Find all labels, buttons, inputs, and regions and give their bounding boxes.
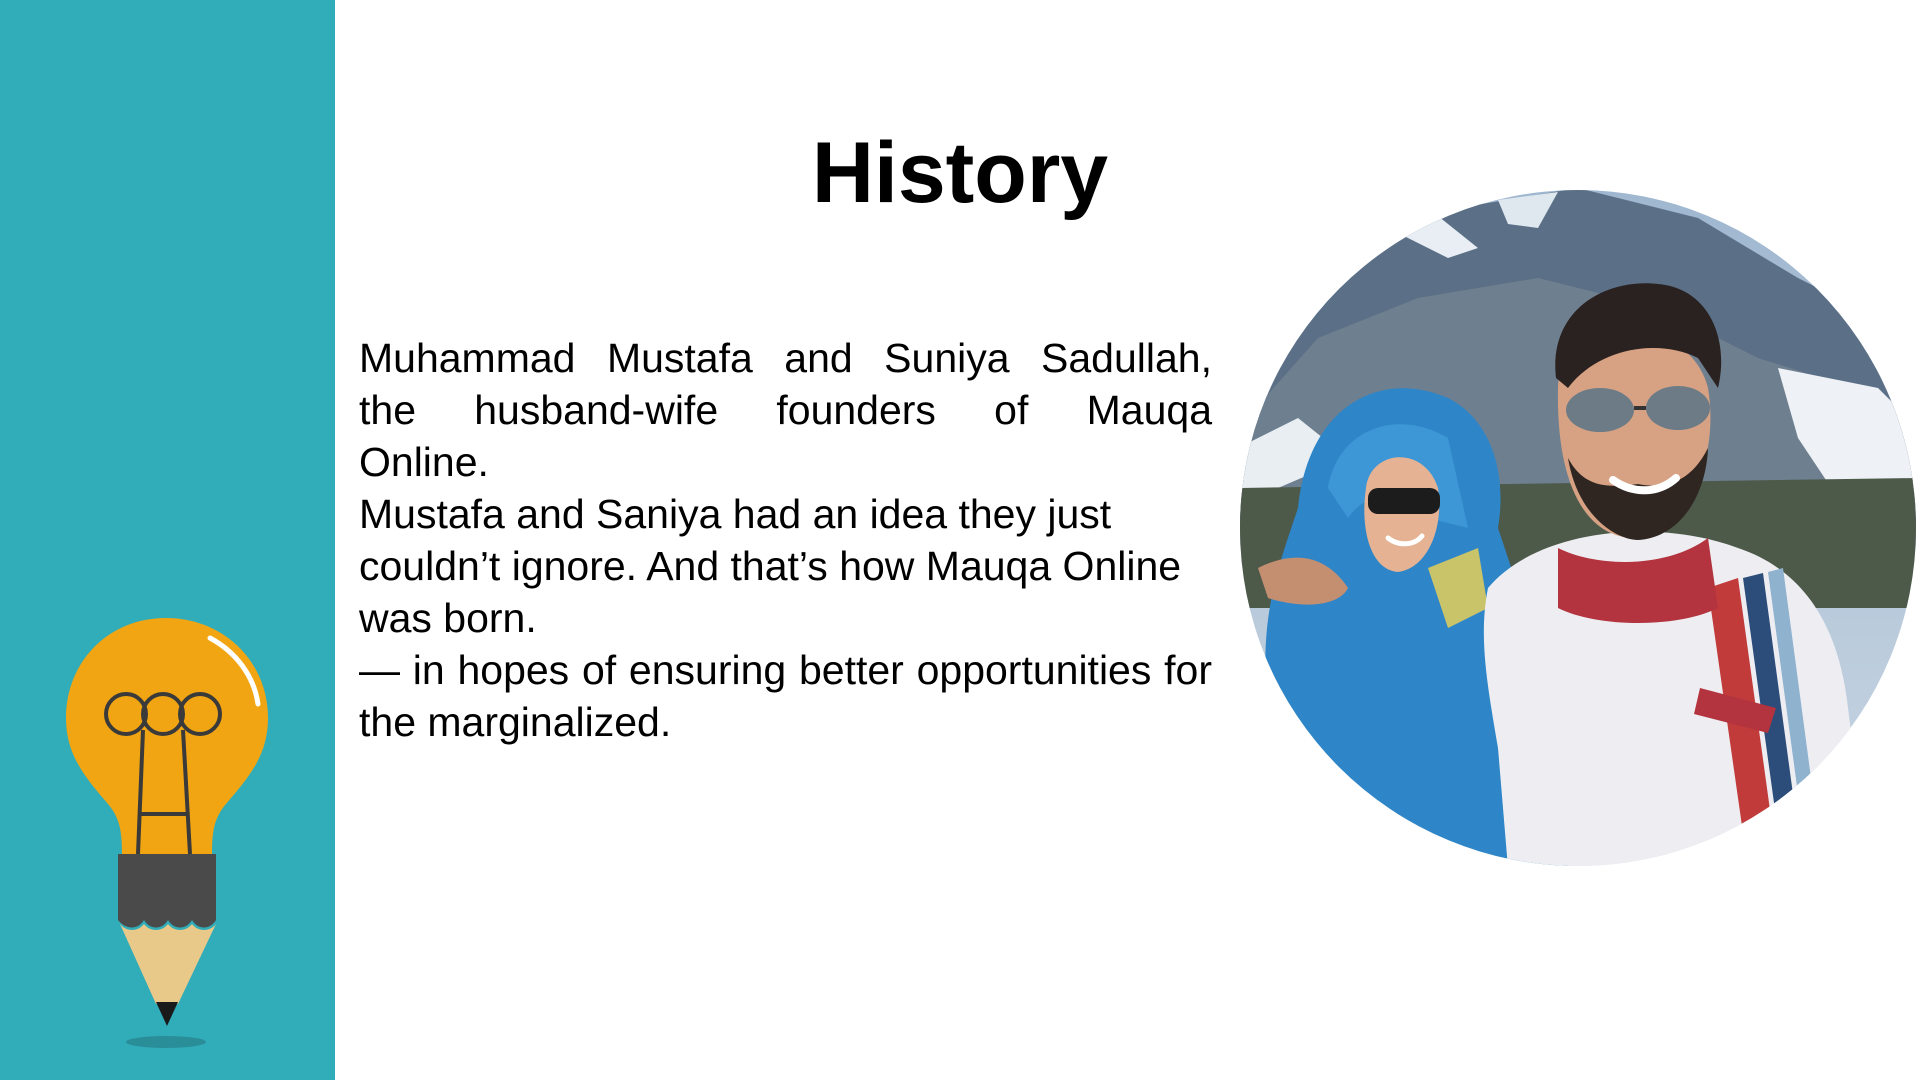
lightbulb-pencil-icon bbox=[60, 618, 280, 1058]
founders-photo bbox=[1238, 188, 1918, 868]
paragraph-founders: Muhammad Mustafa and Suniya Sadullah, the husband-wife founders of Mauqa Online. bbox=[359, 335, 1212, 485]
body-text bbox=[359, 332, 1212, 748]
sidebar-panel bbox=[0, 0, 335, 1080]
paragraph-idea: Mustafa and Saniya had an idea they just couldn’t ignore. And that’s how Mauqa Online was born. bbox=[359, 491, 1182, 641]
page-title: History bbox=[811, 125, 1109, 221]
paragraph-hopes: — in hopes of ensuring better opportunities for the marginalized. bbox=[359, 647, 1212, 745]
